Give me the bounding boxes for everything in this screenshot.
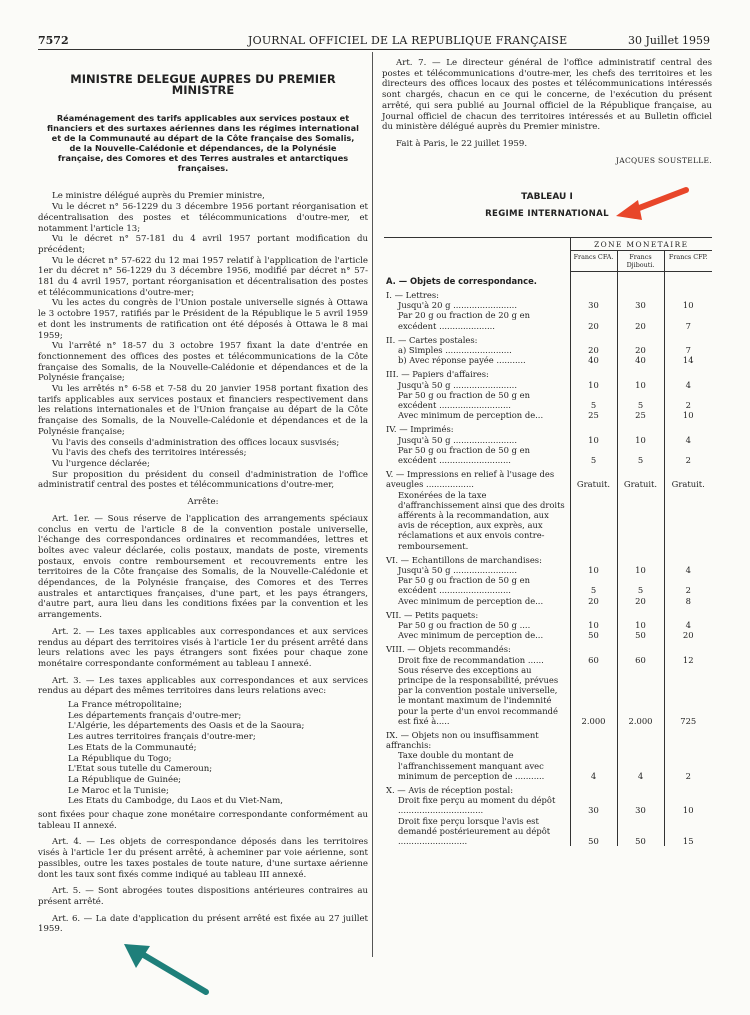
territory-item: Les départements français d'outre-mer; bbox=[68, 710, 242, 721]
table-subtitle: REGIME INTERNATIONAL bbox=[485, 209, 609, 220]
row-label: Droit fixe de recommandation ...... bbox=[398, 654, 544, 665]
row-value: 40 bbox=[570, 355, 617, 365]
row-value: 5 bbox=[570, 390, 617, 410]
row-value bbox=[570, 272, 617, 286]
tariff-table bbox=[384, 237, 712, 846]
row-value: Gratuit. bbox=[570, 465, 617, 489]
row-value: 30 bbox=[570, 795, 617, 815]
row-value bbox=[570, 551, 617, 565]
decree-subtitle: Réaménagement des tarifs applicables aux services postaux et financiers et des surtaxes aériennes dans les régimes international et de la Communauté au départ de la Côte française des Somalis, de la Nouvelle-Calédonie et dépendances, de la Polynésie française, des Comores et des Terres australes et antarctiques françaises. bbox=[47, 113, 359, 174]
row-value: 4 bbox=[664, 435, 712, 445]
article-5: Art. 5. — Sont abrogées toutes dispositions antérieures contraires au présent arrêté. bbox=[38, 886, 368, 907]
table-row bbox=[384, 365, 712, 379]
table-row bbox=[384, 750, 712, 781]
column-divider bbox=[372, 52, 373, 957]
row-value: 25 bbox=[570, 410, 617, 420]
row-label: IV. — Imprimés: bbox=[386, 424, 454, 435]
row-label: X. — Avis de réception postal: bbox=[386, 785, 514, 796]
row-label: V. — Impressions en relief à l'usage des aveugles .................. bbox=[386, 469, 555, 490]
row-value bbox=[664, 726, 712, 750]
table-row bbox=[384, 355, 712, 365]
row-label: Avec minimum de perception de... bbox=[398, 410, 544, 421]
row-label: Avec minimum de perception de... bbox=[398, 595, 544, 606]
row-label: Sous réserve des exceptions au principe de la responsabilité, prévues par la convention postale universelle, le montant maximum de l'indemnité pour la perte d'un envoi recommandé est fixé à..... bbox=[398, 664, 559, 726]
article-3-list bbox=[68, 700, 368, 807]
row-value: 14 bbox=[664, 355, 712, 365]
row-value: 8 bbox=[664, 596, 712, 606]
table-row bbox=[384, 390, 712, 410]
row-value: 4 bbox=[664, 380, 712, 390]
row-value: 20 bbox=[570, 596, 617, 606]
table-row bbox=[384, 565, 712, 575]
territory-item: La République de Guinée; bbox=[68, 774, 182, 785]
row-value bbox=[570, 331, 617, 345]
row-label: Droit fixe perçu lorsque l'avis est demandé postérieurement au dépôt .......................... bbox=[398, 815, 551, 847]
row-label: Par 50 g ou fraction de 50 g en excédent ........................... bbox=[398, 444, 530, 465]
table-row bbox=[384, 445, 712, 465]
table-row bbox=[384, 665, 712, 726]
header-rule bbox=[38, 49, 710, 50]
table-row bbox=[384, 781, 712, 795]
row-value bbox=[570, 490, 617, 551]
row-label: I. — Lettres: bbox=[386, 289, 439, 300]
currency-cfp: Francs CFP. bbox=[664, 251, 712, 272]
row-value: 5 bbox=[617, 390, 664, 410]
row-value: 2 bbox=[664, 390, 712, 410]
table-row bbox=[384, 380, 712, 390]
row-label: Par 20 g ou fraction de 20 g en excédent ..................... bbox=[398, 310, 530, 331]
row-value bbox=[664, 781, 712, 795]
table-row bbox=[384, 640, 712, 654]
row-value: 40 bbox=[617, 355, 664, 365]
row-value: 5 bbox=[617, 575, 664, 595]
currency-djibouti: Francs Djibouti. bbox=[617, 251, 664, 272]
visa-item: Vu l'avis des chefs des territoires intéressés; bbox=[52, 448, 247, 459]
row-value: 7 bbox=[664, 345, 712, 355]
row-value: 50 bbox=[617, 816, 664, 847]
row-value bbox=[664, 420, 712, 434]
table-row bbox=[384, 575, 712, 595]
row-value bbox=[570, 781, 617, 795]
article-1: Art. 1er. — Sous réserve de l'application des arrangements spéciaux conclus en vertu de l'article 8 de la convention postale universelle, l'échange des correspondances ordinaires et recommandées, lettres et boîtes avec valeur déclarée, colis postaux, mandats de poste, virements postaux, envois contre remboursement et recouvrements entre les territoires de la Côte française des Somalis, de la Nouvelle-Calédonie et dépendances, de la Polynésie française, des Comores et des Terres australes et antarctiques françaises, d'une part, et les pays étrangers, d'autre part, aura lieu dans les conditions fixées par la convention et les arrangements. bbox=[38, 513, 368, 621]
row-value bbox=[664, 286, 712, 300]
row-label: Jusqu'à 50 g ........................ bbox=[398, 379, 517, 390]
row-value bbox=[570, 726, 617, 750]
article-3-end: sont fixées pour chaque zone monétaire correspondante conformément au tableau II annexé. bbox=[38, 810, 368, 831]
row-label: a) Simples ......................... bbox=[398, 344, 512, 355]
row-label: Par 50 g ou fraction de 50 g .... bbox=[398, 620, 531, 630]
row-value: 20 bbox=[617, 310, 664, 330]
row-label: b) Avec réponse payée ........... bbox=[398, 355, 526, 366]
row-value: 10 bbox=[570, 565, 617, 575]
territory-item: Le Maroc et la Tunisie; bbox=[68, 785, 169, 796]
territory-item: L'Algérie, les départements des Oasis et de la Saoura; bbox=[68, 721, 305, 732]
row-label: II. — Cartes postales: bbox=[386, 334, 478, 345]
territory-item: L'Etat sous tutelle du Cameroun; bbox=[68, 764, 213, 775]
currency-cfa: Francs CFA. bbox=[570, 251, 617, 272]
row-value bbox=[617, 331, 664, 345]
page-number: 7572 bbox=[38, 34, 69, 47]
row-value: 5 bbox=[570, 575, 617, 595]
table-row bbox=[384, 606, 712, 620]
territory-item: Les Etats de la Communauté; bbox=[68, 742, 197, 753]
row-value bbox=[570, 286, 617, 300]
table-row bbox=[384, 655, 712, 665]
table-row bbox=[384, 551, 712, 565]
row-value bbox=[617, 781, 664, 795]
table-row bbox=[384, 795, 712, 815]
row-value: 12 bbox=[664, 655, 712, 665]
article-4: Art. 4. — Les objets de correspondance déposés dans les territoires visés à l'article 1er du présent arrêté, à acheminer par voie aérienne, sont passibles, outre les taxes postales de toute nature, d'une surtaxe aérienne dont les taux sont fixés comme indiqué au tableau III annexé. bbox=[38, 837, 368, 880]
row-value: 4 bbox=[570, 750, 617, 781]
row-value: 25 bbox=[617, 410, 664, 420]
row-value: 10 bbox=[617, 620, 664, 630]
row-label: Jusqu'à 50 g ........................ bbox=[398, 434, 517, 445]
row-value: 5 bbox=[617, 445, 664, 465]
row-value: 10 bbox=[617, 380, 664, 390]
row-value: 2 bbox=[664, 445, 712, 465]
territory-item: La République du Togo; bbox=[68, 753, 172, 764]
table-row bbox=[384, 465, 712, 489]
row-value bbox=[617, 365, 664, 379]
row-value bbox=[617, 606, 664, 620]
visa-item: Vu le décret n° 57-181 du 4 avril 1957 portant modification du précédent; bbox=[38, 234, 368, 255]
row-value bbox=[664, 640, 712, 654]
row-value: 10 bbox=[664, 300, 712, 310]
row-value bbox=[570, 606, 617, 620]
row-value: 60 bbox=[570, 655, 617, 665]
row-label: Jusqu'à 20 g ........................ bbox=[398, 300, 517, 311]
zone-header: ZONE MONETAIRE bbox=[570, 238, 712, 251]
row-value bbox=[664, 272, 712, 286]
row-value bbox=[617, 726, 664, 750]
table-row bbox=[384, 410, 712, 420]
table-row bbox=[384, 420, 712, 434]
row-value bbox=[664, 490, 712, 551]
row-value bbox=[570, 640, 617, 654]
row-value: 4 bbox=[664, 620, 712, 630]
territory-item: Les autres territoires français d'outre-mer; bbox=[68, 732, 256, 743]
row-label: Exonérées de la taxe d'affranchissement ainsi que des droits afférents à la recommandation, aux avis de réception, aux exprès, aux réclamations et aux envois contre-remboursement. bbox=[398, 489, 565, 551]
row-value: 20 bbox=[570, 345, 617, 355]
visa-item: Vu l'urgence déclarée; bbox=[52, 458, 150, 469]
row-value: 2 bbox=[664, 575, 712, 595]
row-label: IX. — Objets non ou insuffisamment affranchis: bbox=[386, 730, 539, 751]
row-value bbox=[617, 640, 664, 654]
row-label: Taxe double du montant de l'affranchissement manquant avec minimum de perception de ........... bbox=[398, 750, 545, 781]
row-value: 2.000 bbox=[617, 665, 664, 726]
row-value: 15 bbox=[664, 816, 712, 847]
territory-item: Les Etats du Cambodge, du Laos et du Viet-Nam, bbox=[68, 796, 283, 807]
table-row bbox=[384, 286, 712, 300]
row-value: 30 bbox=[617, 300, 664, 310]
row-value: 7 bbox=[664, 310, 712, 330]
table-row bbox=[384, 816, 712, 847]
row-label: VI. — Echantillons de marchandises: bbox=[386, 554, 542, 565]
row-value: 10 bbox=[570, 435, 617, 445]
row-label: Jusqu'à 50 g ........................ bbox=[398, 564, 517, 575]
row-value: 2.000 bbox=[570, 665, 617, 726]
visa-item: Sur proposition du président du conseil d'administration de l'office administratif central des postes et télécommunications d'outre-mer, bbox=[38, 469, 368, 491]
table-row bbox=[384, 630, 712, 640]
issue-date: 30 Juillet 1959 bbox=[628, 34, 710, 47]
row-value bbox=[617, 272, 664, 286]
row-value: 50 bbox=[570, 630, 617, 640]
row-value: 60 bbox=[617, 655, 664, 665]
visa-item: Vu l'avis des conseils d'administration des offices locaux susvisés; bbox=[52, 437, 340, 448]
row-value: 4 bbox=[617, 750, 664, 781]
row-value bbox=[664, 606, 712, 620]
table-row bbox=[384, 310, 712, 330]
row-label: Par 50 g ou fraction de 50 g en excédent ........................... bbox=[398, 575, 530, 596]
signature: JACQUES SOUSTELLE. bbox=[615, 155, 712, 165]
row-value: 10 bbox=[664, 795, 712, 815]
row-value: 20 bbox=[617, 345, 664, 355]
table-row bbox=[384, 331, 712, 345]
row-label: VIII. — Objets recommandés: bbox=[386, 644, 511, 655]
article-3: Art. 3. — Les taxes applicables aux correspondances et aux services rendus au départ des mêmes territoires dans leurs relations avec: bbox=[38, 675, 368, 697]
row-value bbox=[570, 420, 617, 434]
row-value: 4 bbox=[664, 565, 712, 575]
article-7: Art. 7. — Le directeur général de l'office administratif central des postes et télécommunications d'outre-mer, les chefs des territoires et les directeurs des offices locaux des postes et télécommunications intéressés sont chargés, chacun en ce qui le concerne, de l'exécution du présent arrêté, qui sera publié au Journal officiel de la République française, au Journal officiel de chacun des territoires intéressés et au Bulletin officiel du ministère délégué auprès du Premier ministre. bbox=[382, 58, 712, 133]
intro-line: Le ministre délégué auprès du Premier ministre, bbox=[52, 191, 265, 202]
table-row bbox=[384, 596, 712, 606]
territory-item: La France métropolitaine; bbox=[68, 700, 182, 711]
red-arrow-icon bbox=[612, 186, 692, 226]
row-value bbox=[617, 551, 664, 565]
table-row bbox=[384, 726, 712, 750]
article-6: Art. 6. — La date d'application du présent arrêté est fixée au 27 juillet 1959. bbox=[38, 913, 368, 935]
row-value: 50 bbox=[617, 630, 664, 640]
row-value: 2 bbox=[664, 750, 712, 781]
visa-item: Vu l'arrêté n° 18-57 du 3 octobre 1957 fixant la date d'entrée en fonctionnement des offices des postes et télécommunications de la Côte française des Somalis, de la Nouvelle-Calédonie et dépendances et de la Polynésie française; bbox=[38, 341, 368, 384]
row-label: III. — Papiers d'affaires: bbox=[386, 369, 489, 380]
journal-title: JOURNAL OFFICIEL DE LA REPUBLIQUE FRANÇAISE bbox=[248, 34, 568, 47]
row-value: 10 bbox=[570, 380, 617, 390]
row-value bbox=[617, 490, 664, 551]
row-value: 20 bbox=[570, 310, 617, 330]
row-label: VII. — Petits paquets: bbox=[386, 609, 479, 620]
row-value bbox=[617, 420, 664, 434]
table-row bbox=[384, 435, 712, 445]
row-value: 10 bbox=[617, 435, 664, 445]
row-value: 50 bbox=[570, 816, 617, 847]
visa-item: Vu le décret n° 56-1229 du 3 décembre 1956 portant réorganisation et décentralisation des postes et télécommunications d'outre-mer, et notamment l'article 13; bbox=[38, 202, 368, 234]
table-row bbox=[384, 272, 712, 286]
row-value: 5 bbox=[570, 445, 617, 465]
left-column bbox=[38, 64, 368, 935]
table-row bbox=[384, 620, 712, 630]
row-label: A. — Objets de correspondance. bbox=[386, 275, 537, 286]
done-at: Fait à Paris, le 22 juillet 1959. bbox=[396, 138, 528, 149]
visas-list bbox=[38, 202, 368, 491]
row-label: Par 50 g ou fraction de 50 g en excédent ........................... bbox=[398, 389, 530, 410]
row-value: 30 bbox=[617, 795, 664, 815]
arrete-heading: Arrête: bbox=[187, 497, 219, 508]
visa-item: Vu le décret n° 57-622 du 12 mai 1957 relatif à l'application de l'article 1er du décret n° 56-1229 du 3 décembre 1956, modifié par décret n° 57-181 du 4 avril 1957, portant réorganisation et décentralisation des postes et télécommunications d'outre-mer; bbox=[38, 255, 368, 298]
row-label: Avec minimum de perception de... bbox=[398, 630, 544, 641]
row-value: Gratuit. bbox=[664, 465, 712, 489]
row-value: 10 bbox=[617, 565, 664, 575]
row-value bbox=[617, 286, 664, 300]
row-label: Droit fixe perçu au moment du dépôt ................................ bbox=[398, 795, 556, 816]
row-value: 725 bbox=[664, 665, 712, 726]
visa-item: Vu les arrêtés n° 6-58 et 7-58 du 20 janvier 1958 portant fixation des tarifs applicables aux services postaux et financiers respectivement dans les relations internationales et de l'Union française au départ de la Côte française des Somalis, de la Nouvelle-Calédonie et dépendances et de la Polynésie française; bbox=[38, 384, 368, 437]
table-row bbox=[384, 345, 712, 355]
row-value bbox=[664, 551, 712, 565]
article-2: Art. 2. — Les taxes applicables aux correspondances et aux services rendus au départ des territoires visés à l'article 1er du présent arrêté dans leurs relations avec les pays étrangers sont fixées pour chaque zone monétaire correspondante conformément au tableau I annexé. bbox=[38, 626, 368, 669]
row-value: 20 bbox=[664, 630, 712, 640]
row-value: 10 bbox=[570, 620, 617, 630]
table-title: TABLEAU I bbox=[521, 192, 573, 203]
row-value: 20 bbox=[617, 596, 664, 606]
row-value: 10 bbox=[664, 410, 712, 420]
row-value bbox=[664, 331, 712, 345]
table-row bbox=[384, 300, 712, 310]
visa-item: Vu les actes du congrès de l'Union postale universelle signés à Ottawa le 3 octobre 1957, ratifiés par le Président de la République le 5 avril 1959 et dont les instruments de ratification ont été déposés à Ottawa le 8 mai 1959; bbox=[38, 298, 368, 341]
table-corner bbox=[384, 238, 570, 272]
teal-arrow-icon bbox=[118, 940, 214, 1000]
row-value bbox=[664, 365, 712, 379]
row-value: 30 bbox=[570, 300, 617, 310]
row-value bbox=[570, 365, 617, 379]
ministry-heading: MINISTRE DELEGUE AUPRES DU PREMIER MINISTRE bbox=[70, 72, 336, 97]
table-row bbox=[384, 490, 712, 551]
row-value: Gratuit. bbox=[617, 465, 664, 489]
